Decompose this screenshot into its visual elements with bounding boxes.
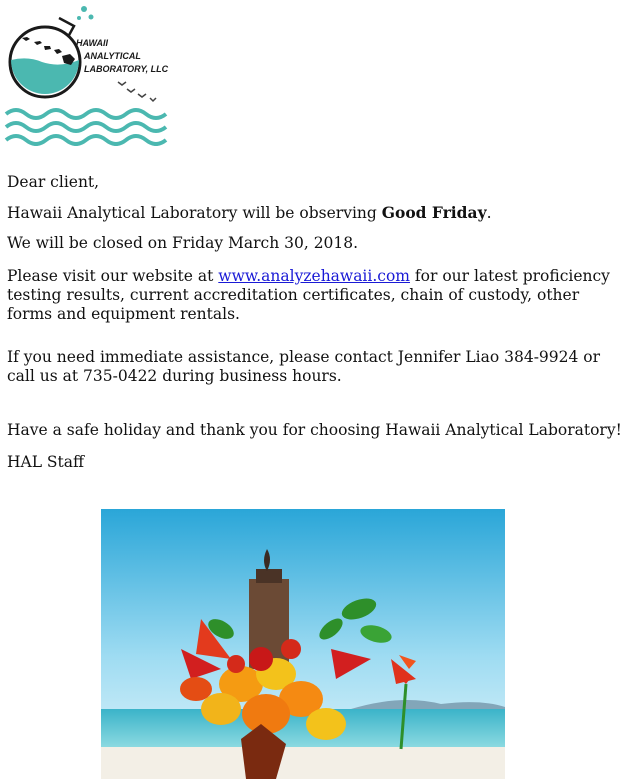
website-link[interactable]: www.analyzehawaii.com xyxy=(218,267,410,285)
closure-notice: We will be closed on Friday March 30, 2018. xyxy=(7,234,359,252)
website-prefix: Please visit our website at xyxy=(7,267,219,285)
holiday-name: Good Friday xyxy=(381,203,487,222)
website-paragraph xyxy=(7,267,622,324)
flower-bouquet-photo xyxy=(101,509,505,779)
logo-text-laboratory: LABORATORY, LLC xyxy=(84,64,169,74)
contact-paragraph: If you need immediate assistance, please contact Jennifer Liao 384-9924 or call us at 735-0422 during business hours. xyxy=(7,348,601,385)
hal-logo xyxy=(4,4,170,146)
greeting: Dear client, xyxy=(7,173,100,191)
logo-bubble xyxy=(81,6,87,12)
announcement-line xyxy=(7,203,492,223)
logo-bubble xyxy=(77,16,81,20)
logo-text-analytical: ANALYTICAL xyxy=(84,51,141,61)
wave-line xyxy=(6,110,166,118)
announcement-prefix: Hawaii Analytical Laboratory will be observing xyxy=(7,204,382,222)
bird-icon xyxy=(118,82,126,85)
closing-line: Have a safe holiday and thank you for choosing Hawaii Analytical Laboratory! xyxy=(7,421,622,439)
logo-text-hawaii: HAWAII xyxy=(76,38,109,48)
signature: HAL Staff xyxy=(7,453,85,471)
announcement-suffix: . xyxy=(486,204,492,222)
bird-icon xyxy=(127,89,135,92)
bird-icon xyxy=(150,98,156,101)
wave-line xyxy=(6,123,166,131)
website-suffix: for our latest proficiency testing results, current accreditation certificates, chain of custody, other forms and equipment rentals. xyxy=(7,267,610,323)
logo-bubble xyxy=(89,15,94,20)
wave-line xyxy=(6,136,166,144)
bird-icon xyxy=(138,94,146,97)
